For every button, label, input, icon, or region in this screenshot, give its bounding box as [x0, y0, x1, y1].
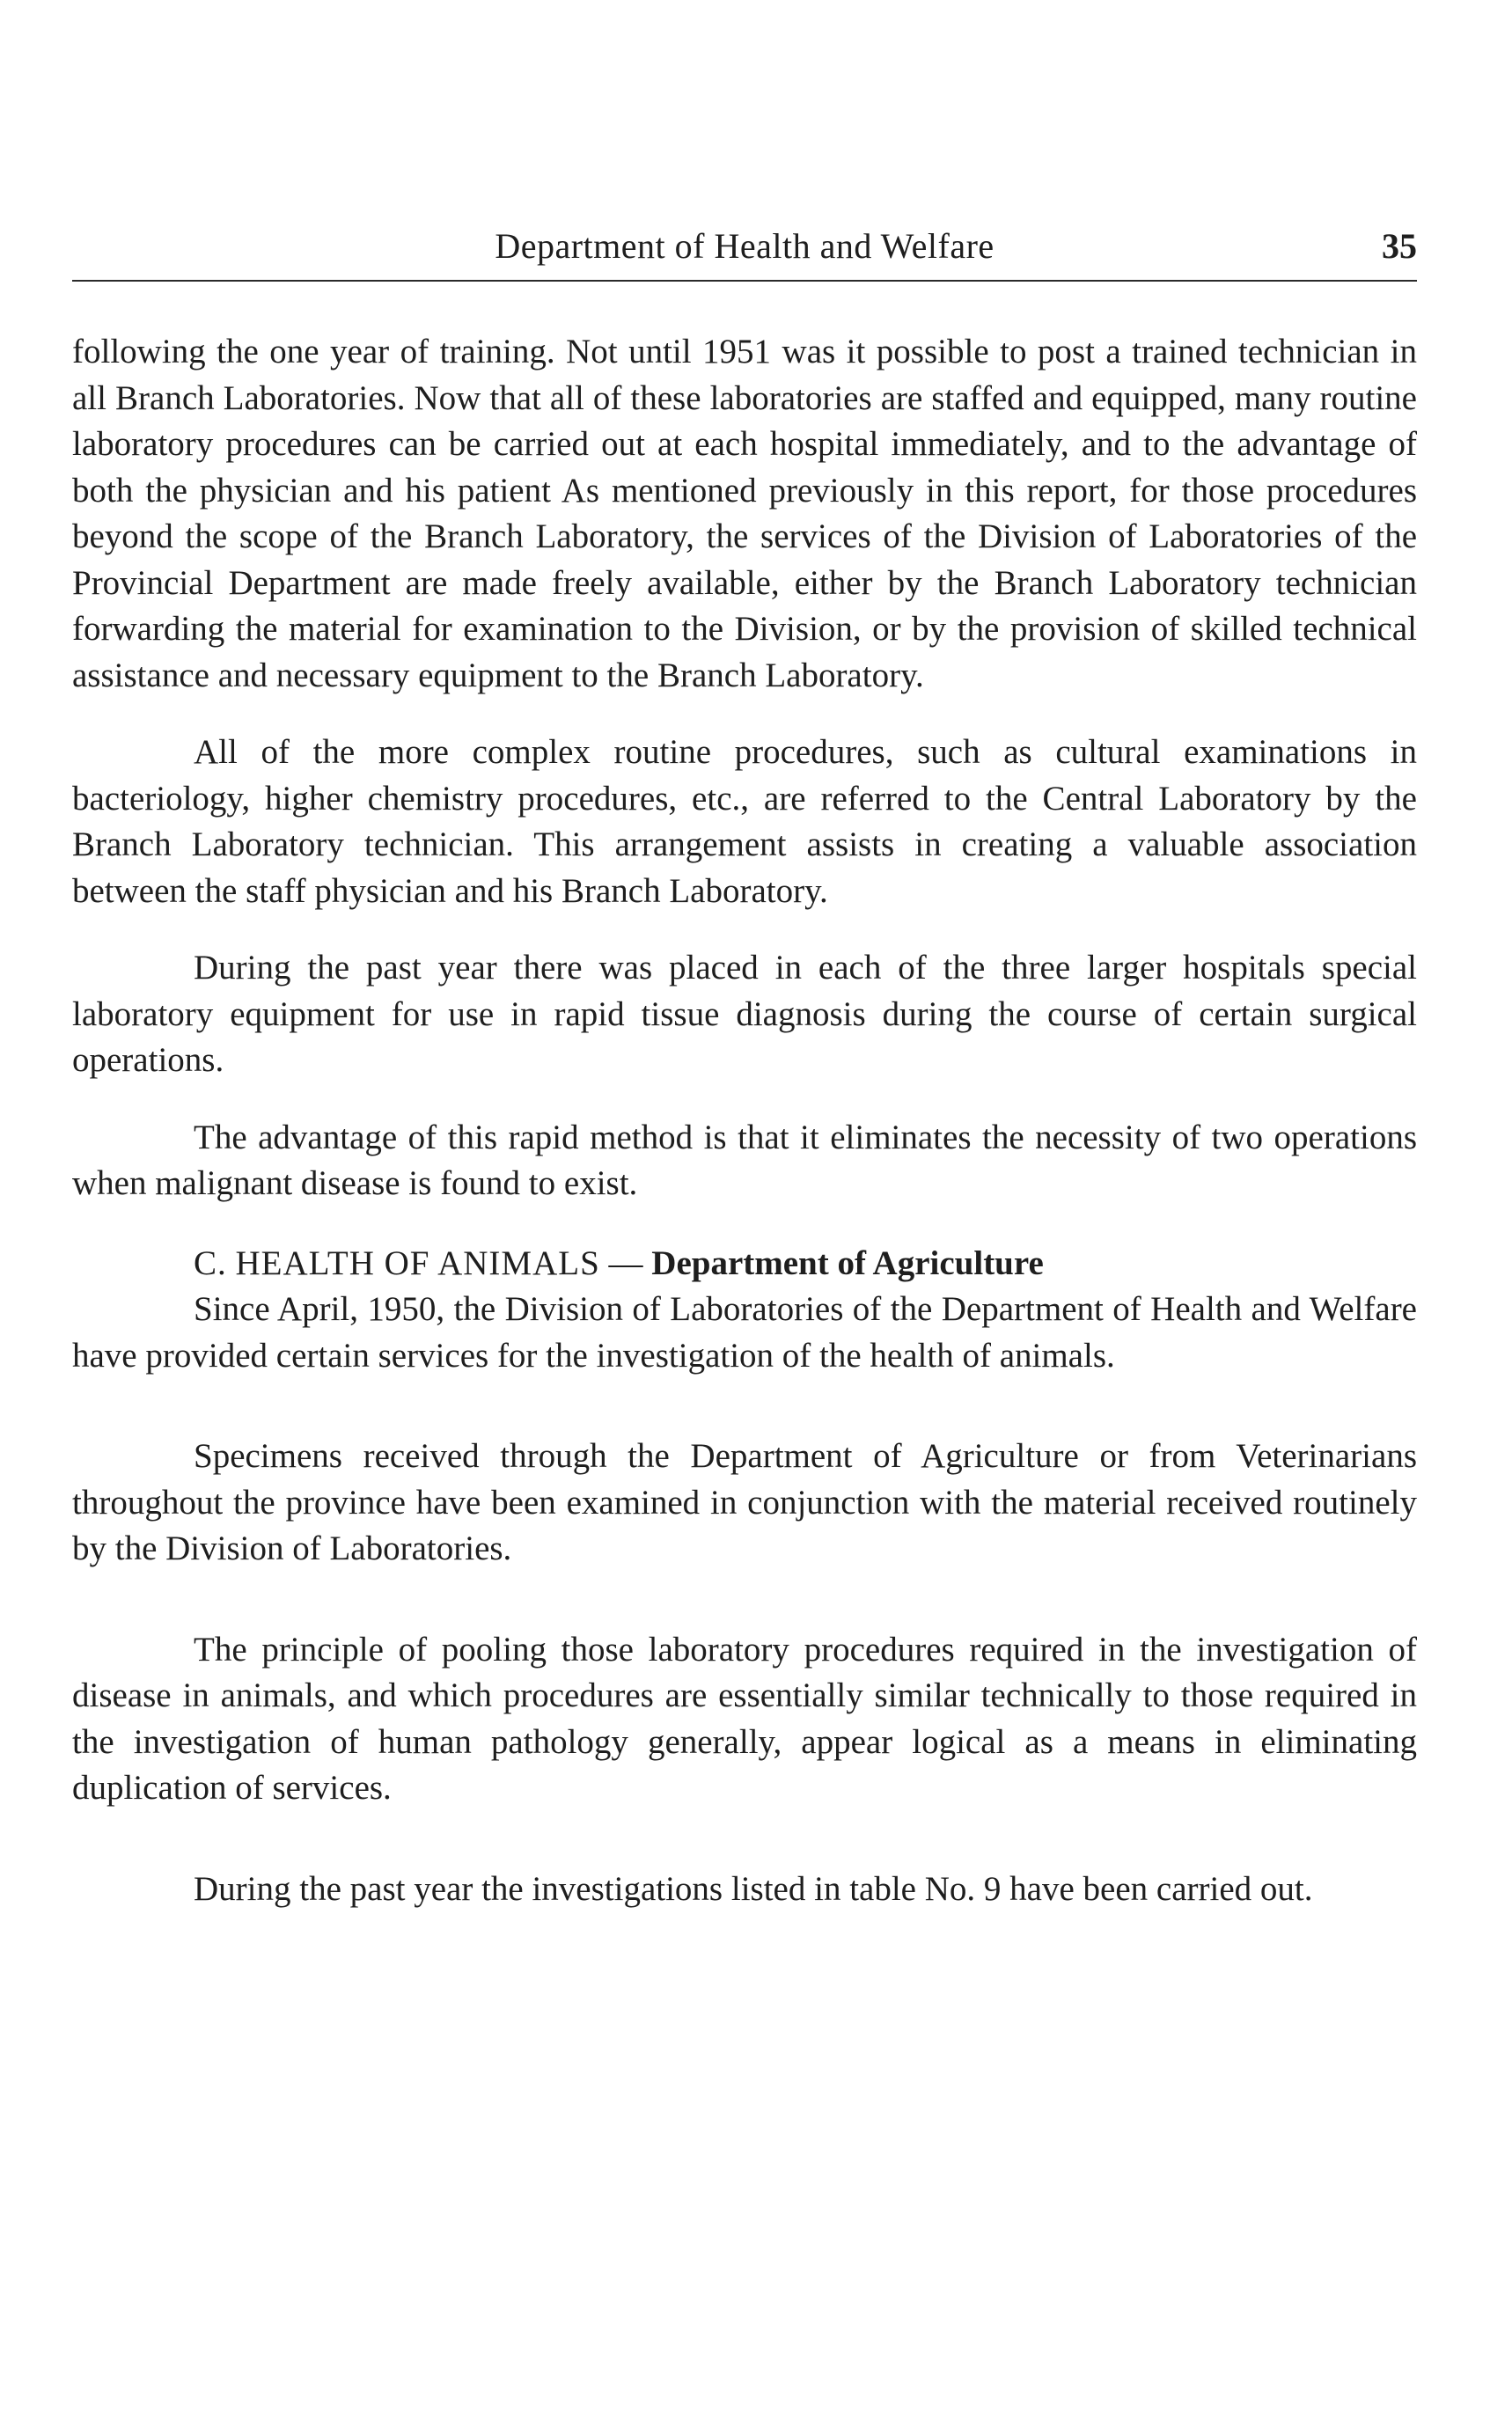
- page-number: 35: [1382, 226, 1417, 266]
- paragraph: During the past year there was placed in each of the three larger hospitals special laboratory equipment for use in rapid tissue diagnosis during the course of certain surgical operations.: [72, 949, 1417, 1079]
- running-header: [72, 222, 1417, 275]
- section-title: HEALTH OF ANIMALS: [235, 1243, 600, 1282]
- running-title: Department of Health and Welfare: [495, 226, 995, 266]
- paragraph: Specimens received through the Department of Agriculture or from Veterinarians throughout the province have been examined in conjunction with the material received routinely by the Division of Laboratories.: [72, 1437, 1417, 1567]
- header-rule: [72, 280, 1417, 282]
- section-letter: C.: [194, 1243, 227, 1282]
- paragraph: Since April, 1950, the Division of Laboratories of the Department of Health and Welfare have provided certain services for the investigation of the health of animals.: [72, 1290, 1417, 1375]
- paragraph: The advantage of this rapid method is that it eliminates the necessity of two operations when malignant disease is found to exist.: [72, 1118, 1417, 1202]
- paragraph-continued: following the one year of training. Not until 1951 was it possible to post a trained technician in all Branch Laboratories. Now that all of these laboratories are staffed and equipped, many routine laboratory procedures can be carried out at each hospital immediately, and to the advantage of both the physician and his patient As mentioned previously in this report, for those procedures beyond the scope of the Branch Laboratory, the services of the Division of Laboratories of the Provincial Department are made freely available, either by the Branch Laboratory technician forwarding the material for examination to the Division, or by the provision of skilled technical assistance and necessary equipment to the Branch Laboratory.: [72, 333, 1417, 694]
- section-heading: [72, 1241, 1417, 1287]
- section-separator: —: [608, 1243, 643, 1282]
- paragraph: During the past year the investigations listed in table No. 9 have been carried out.: [194, 1869, 1313, 1908]
- paragraph: All of the more complex routine procedures, such as cultural examinations in bacteriology, higher chemistry procedures, etc., are referred to the Central Laboratory by the Branch Laboratory technician. This arrangement assists in creating a valuable association between the staff physician and his Branch Laboratory.: [72, 733, 1417, 910]
- body-text: [72, 329, 1417, 1912]
- section-department: Department of Agriculture: [651, 1243, 1044, 1282]
- paragraph: The principle of pooling those laboratory procedures required in the investigation of disease in animals, and which procedures are essentially similar technically to those required in the investigation of human pathology generally, appear logical as a means in eliminating duplication of services.: [72, 1630, 1417, 1807]
